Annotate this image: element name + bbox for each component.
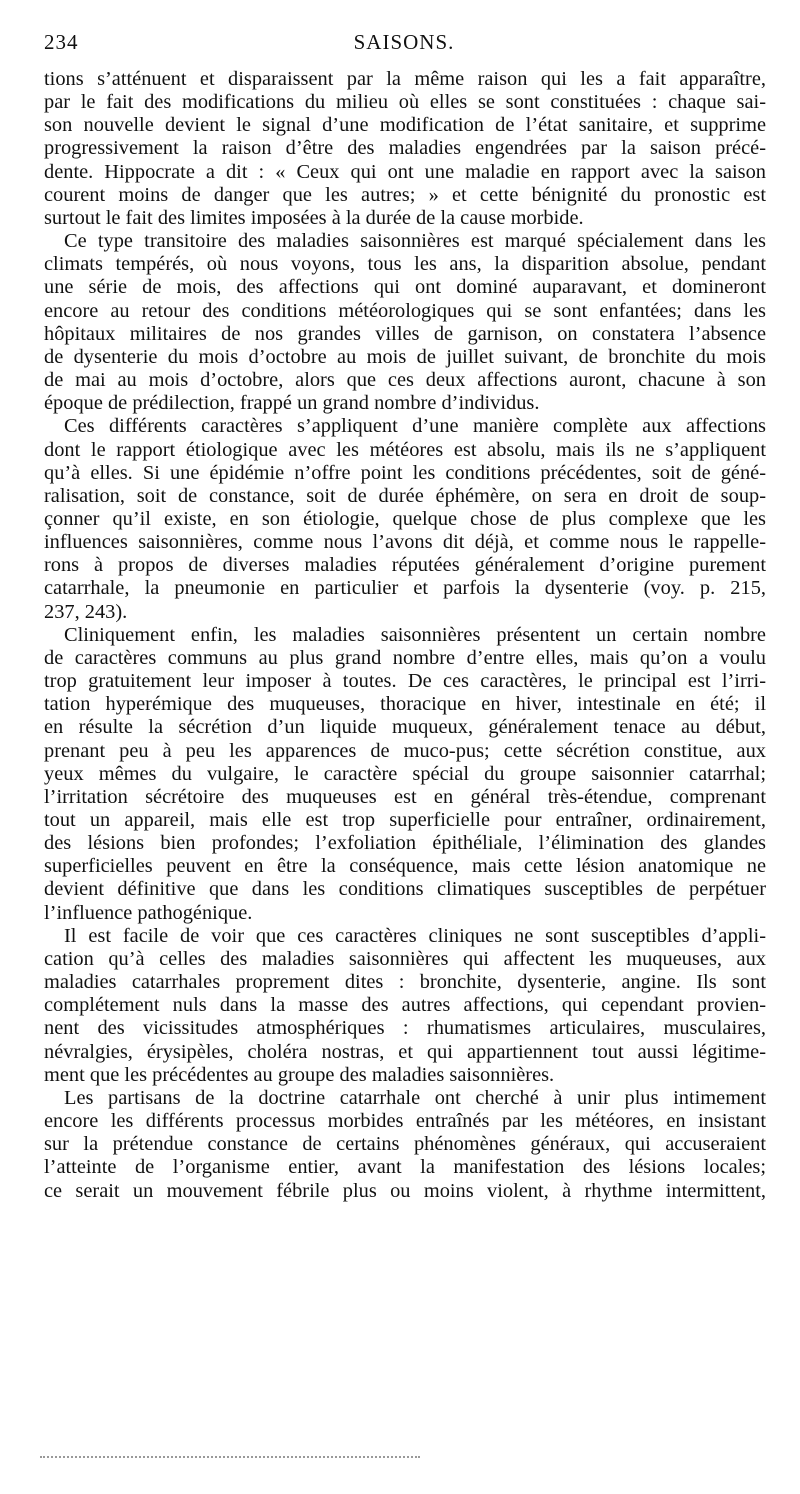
text-line: encore les différents processus morbides entraînés par les météores, en insistant: [44, 1110, 766, 1133]
text-line: dente. Hippocrate a dit : « Ceux qui ont une maladie en rapport avec la saison: [44, 160, 766, 183]
text-line: Ce type transitoire des maladies saisonnières est marqué spécialement dans les: [64, 230, 766, 253]
text-line: l’influence pathogénique.: [44, 901, 253, 924]
text-line: Les partisans de la doctrine catarrhale ont cherché à unir plus intimement: [64, 1086, 766, 1109]
text-line: ment que les précédentes au groupe des maladies saisonnières.: [44, 1063, 555, 1086]
text-line: de dysenterie du mois d’octobre au mois de juillet suivant, de bronchite du mois: [44, 345, 766, 368]
text-line: de caractères communs au plus grand nombre d’entre elles, mais qu’on a voulu: [44, 646, 766, 669]
text-line: devient définitive que dans les conditions climatiques susceptibles de perpétuer: [44, 878, 766, 901]
text-line: tation hyperémique des muqueuses, thoracique en hiver, intestinale en été; il: [44, 693, 766, 716]
text-line: qu’à elles. Si une épidémie n’offre point les conditions précédentes, soit de géné-: [44, 461, 766, 484]
text-line: nent des vicissitudes atmosphériques : rhumatismes articulaires, musculaires,: [44, 1017, 766, 1040]
text-line: encore au retour des conditions météorologiques qui se sont enfantées; dans les: [44, 299, 766, 322]
running-title: SAISONS.: [353, 30, 455, 54]
running-head: [44, 30, 764, 62]
text-line: complétement nuls dans la masse des autres affections, qui cependant provien-: [44, 994, 766, 1017]
paragraph-4: [44, 624, 766, 925]
text-line: progressivement la raison d’être des maladies engendrées par la saison précé-: [44, 137, 766, 160]
body-text: [44, 68, 766, 1203]
text-line: par le fait des modifications du milieu où elles se sont constituées : chaque sai-: [44, 91, 766, 114]
text-line: trop gratuitement leur imposer à toutes. De ces caractères, le principal est l’irri-: [44, 670, 766, 693]
text-line: de mai au mois d’octobre, alors que ces deux affections auront, chacune à son: [44, 369, 766, 392]
text-line: en résulte la sécrétion d’un liquide muqueux, généralement tenace au début,: [44, 716, 766, 739]
text-line: tout un appareil, mais elle est trop superficielle pour entraîner, ordinairement,: [44, 809, 766, 831]
text-line: une série de mois, des affections qui ont dominé auparavant, et domineront: [44, 276, 766, 299]
paragraph-6: [44, 1087, 766, 1203]
text-line: névralgies, érysipèles, choléra nostras, et qui appartiennent tout aussi légitime-: [44, 1040, 766, 1063]
text-line: son nouvelle devient le signal d’une modification de l’état sanitaire, et supprime: [44, 114, 766, 137]
paragraph-3: [44, 415, 766, 623]
text-line: époque de prédilection, frappé un grand nombre d’individus.: [44, 392, 540, 415]
text-line: sur la prétendue constance de certains phénomènes généraux, qui accuseraient: [44, 1133, 766, 1156]
text-line: catarrhale, la pneumonie en particulier et parfois la dysenterie (voy. p. 215,: [44, 577, 766, 600]
text-line: Il est facile de voir que ces caractères cliniques ne sont susceptibles d’appli-: [64, 924, 766, 947]
text-line: courent moins de danger que les autres; » et cette bénignité du pronostic est: [44, 183, 766, 206]
text-line: yeux mêmes du vulgaire, le caractère spécial du groupe saisonnier catarrhal;: [44, 762, 766, 785]
text-line: hôpitaux militaires de nos grandes villes de garnison, on constatera l’absence: [44, 322, 766, 345]
paragraph-5: [44, 925, 766, 1087]
text-line: des lésions bien profondes; l’exfoliation épithéliale, l’élimination des glandes: [44, 832, 766, 855]
text-line: dont le rapport étiologique avec les météores est absolu, mais ils ne s’appliquent: [44, 438, 766, 461]
text-line: influences saisonnières, comme nous l’avons dit déjà, et comme nous le rappelle-: [44, 531, 766, 554]
text-line: prenant peu à peu les apparences de muco-pus; cette sécrétion constitue, aux: [44, 739, 766, 762]
paragraph-2: [44, 230, 766, 415]
text-line: cation qu’à celles des maladies saisonnières qui affectent les muqueuses, aux: [44, 947, 766, 970]
text-line: çonner qu’il existe, en son étiologie, quelque chose de plus complexe que les: [44, 507, 766, 530]
text-line: l’irritation sécrétoire des muqueuses est en général très-étendue, comprenant: [44, 785, 766, 808]
paragraph-1: [44, 68, 766, 230]
text-line: Ces différents caractères s’appliquent d’une manière complète aux affections: [64, 415, 766, 438]
text-line: Cliniquement enfin, les maladies saisonnières présentent un certain nombre: [64, 623, 766, 646]
text-line: rons à propos de diverses maladies réputées généralement d’origine purement: [44, 554, 766, 577]
text-line: ce serait un mouvement fébrile plus ou moins violent, à rhythme intermittent,: [44, 1179, 766, 1202]
text-line: surtout le fait des limites imposées à la durée de la cause morbide.: [44, 206, 584, 229]
text-line: climats tempérés, où nous voyons, tous les ans, la disparition absolue, pendant: [44, 253, 766, 276]
page-number: 234: [44, 30, 79, 54]
text-line: 237, 243).: [44, 600, 128, 623]
text-line: superficielles peuvent en être la conséquence, mais cette lésion anatomique ne: [44, 855, 766, 878]
text-line: maladies catarrhales proprement dites : bronchite, dysenterie, angine. Ils sont: [44, 971, 766, 994]
text-line: tions s’atténuent et disparaissent par la même raison qui les a fait apparaître,: [44, 68, 766, 90]
text-line: ralisation, soit de constance, soit de durée éphémère, on sera en droit de soup-: [44, 484, 766, 507]
text-line: l’atteinte de l’organisme entier, avant la manifestation des lésions locales;: [44, 1156, 766, 1179]
footer-rule: [40, 1456, 420, 1458]
